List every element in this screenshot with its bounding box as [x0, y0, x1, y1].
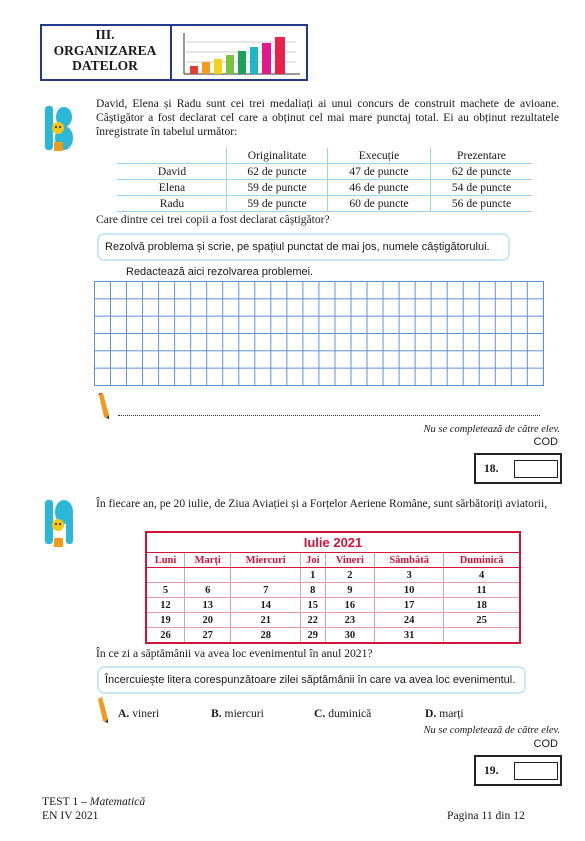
day-header: Miercuri [231, 553, 301, 568]
day-header: Sâmbătă [375, 553, 444, 568]
scores-table-header [118, 148, 532, 164]
q19-paragraph: În fiecare an, pe 20 iulie, de Ziua Aviației și a Forțelor Aeriene Române, sunt sărbătoriți aviatorii, [96, 497, 548, 510]
date-cell: 9 [325, 583, 375, 598]
date-cell: 16 [325, 598, 375, 613]
table-cell: 46 de puncte [328, 180, 431, 196]
calendar-week-row [147, 598, 519, 613]
table-cell: 54 de puncte [431, 180, 533, 196]
section-number: III. [95, 27, 115, 42]
footer-test-subject: Matematică [89, 795, 146, 808]
option-text: duminică [328, 707, 372, 720]
section-title-line1: ORGANIZAREA [53, 42, 157, 58]
date-cell: 29 [301, 628, 325, 643]
table-row [118, 180, 532, 196]
bar-chart-illustration-icon [176, 28, 304, 78]
calendar-week-row [147, 628, 519, 643]
day-header: Joi [301, 553, 325, 568]
day-header: Duminică [444, 553, 519, 568]
date-cell [185, 568, 231, 583]
date-cell: 12 [147, 598, 185, 613]
option-text: miercuri [224, 707, 264, 720]
table-cell: 59 de puncte [227, 180, 328, 196]
table-row [118, 196, 532, 212]
table-cell: 60 de puncte [328, 196, 431, 212]
footer-test-prefix: TEST 1 – [42, 795, 90, 808]
q18-score-field[interactable] [514, 460, 558, 478]
footer-test [42, 795, 145, 808]
q18-score-box [474, 453, 562, 484]
date-cell: 6 [185, 583, 231, 598]
q19-score-field[interactable] [514, 762, 558, 780]
date-cell: 14 [231, 598, 301, 613]
date-cell: 21 [231, 613, 301, 628]
option-b[interactable] [211, 707, 264, 720]
table-cell: Elena [118, 180, 227, 196]
table-cell: David [118, 164, 227, 180]
option-letter: D. [425, 707, 437, 720]
q18-note: Nu se completează de către elev. [423, 424, 560, 435]
footer-exam: EN IV 2021 [42, 809, 99, 822]
day-header: Vineri [325, 553, 375, 568]
date-cell [444, 628, 519, 643]
date-cell: 7 [231, 583, 301, 598]
date-cell [231, 568, 301, 583]
date-cell: 17 [375, 598, 444, 613]
date-cell: 23 [325, 613, 375, 628]
date-cell: 22 [301, 613, 325, 628]
option-a[interactable] [118, 707, 159, 720]
scores-table [118, 148, 532, 212]
header-cell: Prezentare [431, 148, 533, 164]
date-cell: 24 [375, 613, 444, 628]
calendar-table [147, 553, 519, 642]
header-cell: Originalitate [227, 148, 328, 164]
calendar-week-row [147, 568, 519, 583]
pencil-icon [97, 393, 111, 419]
work-prompt: Redactează aici rezolvarea problemei. [126, 266, 314, 278]
day-header: Luni [147, 553, 185, 568]
q19-score-box [474, 755, 562, 786]
calendar-week-row [147, 583, 519, 598]
section-title-line2: DATELOR [72, 58, 138, 73]
table-cell: 47 de puncte [328, 164, 431, 180]
option-d[interactable] [425, 707, 464, 720]
date-cell: 13 [185, 598, 231, 613]
q18-question: Care dintre cei trei copii a fost declarat câștigător? [96, 213, 330, 226]
day-header: Marți [185, 553, 231, 568]
option-letter: A. [118, 707, 130, 720]
date-cell: 8 [301, 583, 325, 598]
date-cell: 2 [325, 568, 375, 583]
calendar [145, 531, 521, 644]
number-18-badge-icon [42, 100, 74, 156]
table-cell: Radu [118, 196, 227, 212]
q18-cod: COD [533, 436, 558, 448]
table-cell: 62 de puncte [227, 164, 328, 180]
option-text: vineri [132, 707, 160, 720]
date-cell: 4 [444, 568, 519, 583]
header-cell: Execuție [328, 148, 431, 164]
answer-line[interactable] [118, 415, 540, 416]
date-cell: 15 [301, 598, 325, 613]
date-cell: 28 [231, 628, 301, 643]
table-cell: 56 de puncte [431, 196, 533, 212]
table-row [118, 164, 532, 180]
date-cell: 3 [375, 568, 444, 583]
date-cell: 5 [147, 583, 185, 598]
calendar-header-row [147, 553, 519, 568]
q18-paragraph: David, Elena și Radu sunt cei trei medaliați ai unui concurs de construit machete de avioane. Câștigător a fost declarat cel care a obținut cel mai mare punctaj total. Ei au obținut rezultatele înregistrate în tabelul următor: [96, 97, 559, 139]
date-cell: 18 [444, 598, 519, 613]
date-cell: 27 [185, 628, 231, 643]
option-letter: C. [314, 707, 326, 720]
date-cell: 26 [160, 629, 171, 641]
section-divider [170, 25, 172, 80]
date-cell: 10 [375, 583, 444, 598]
option-letter: B. [211, 707, 222, 720]
date-cell: 20 [185, 613, 231, 628]
footer-page: Pagina 11 din 12 [447, 809, 525, 822]
table-cell: 59 de puncte [227, 196, 328, 212]
date-cell: 19 [147, 613, 185, 628]
pencil-icon [96, 697, 110, 723]
section-title [42, 27, 168, 77]
q19-cod: COD [533, 738, 558, 750]
date-cell: 11 [444, 583, 519, 598]
table-cell: 62 de puncte [431, 164, 533, 180]
date-cell: 30 [325, 628, 375, 643]
date-cell: 1 [301, 568, 325, 583]
q18-score-label: 18. [484, 462, 499, 475]
option-text: marți [439, 707, 464, 720]
q19-note: Nu se completează de către elev. [423, 725, 560, 736]
q19-question: În ce zi a săptămânii va avea loc evenimentul în anul 2021? [96, 647, 373, 660]
q19-instruction: Încercuiește litera corespunzătoare zilei săptămânii în care va avea loc evenimentul. [99, 668, 524, 692]
date-cell [147, 568, 185, 583]
calendar-week-row [147, 613, 519, 628]
date-cell: 25 [444, 613, 519, 628]
q18-instruction: Rezolvă problema și scrie, pe spațiul punctat de mai jos, numele câștigătorului. [99, 235, 508, 259]
number-19-badge-icon [42, 494, 74, 550]
work-grid[interactable] [94, 281, 544, 386]
header-cell [118, 148, 227, 164]
date-cell: 31 [375, 628, 444, 643]
option-c[interactable] [314, 707, 371, 720]
calendar-title: Iulie 2021 [147, 533, 519, 553]
q19-score-label: 19. [484, 764, 499, 777]
